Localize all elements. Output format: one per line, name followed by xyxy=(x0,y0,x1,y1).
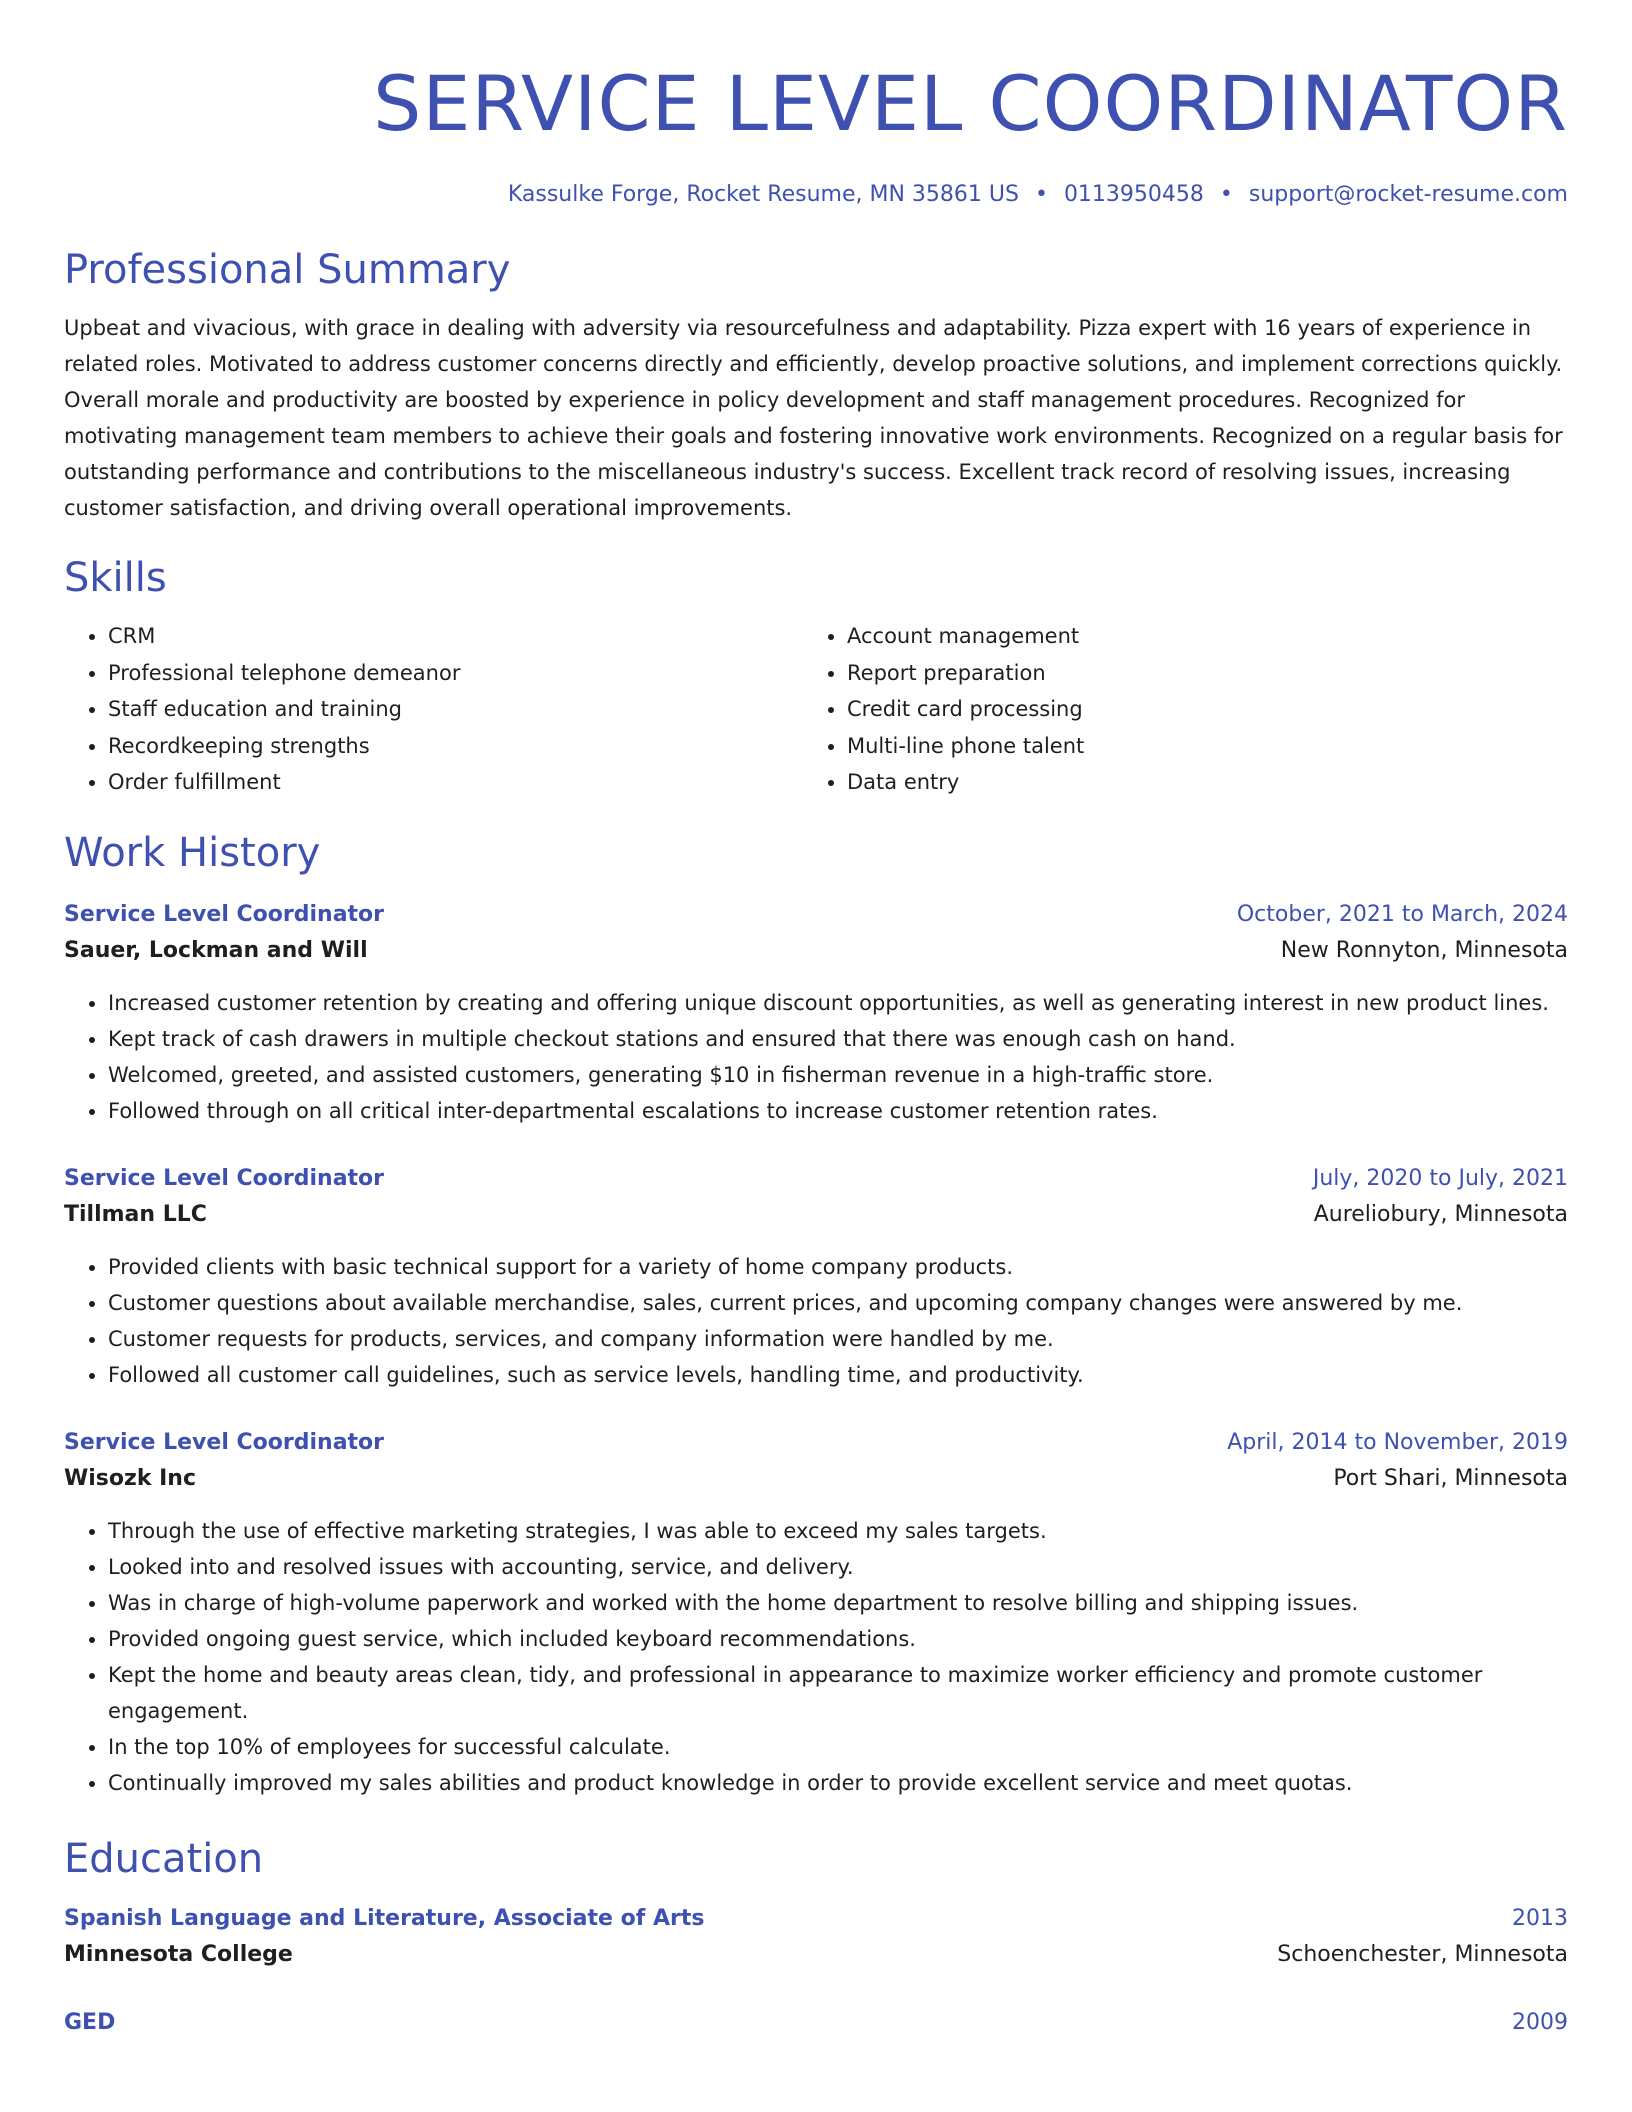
contact-separator: • xyxy=(1219,182,1233,207)
education-section xyxy=(64,1833,1568,2041)
job-company-row xyxy=(64,1461,1568,1497)
job-bullet: • Looked into and resolved issues with accounting, service, and delivery. xyxy=(108,1549,1568,1585)
job-bullet: • Followed all customer call guidelines, such as service levels, handling time, and productivity. xyxy=(108,1357,1568,1393)
job-bullet: • Customer requests for products, services, and company information were handled by me. xyxy=(108,1321,1568,1357)
job-company-row xyxy=(64,1197,1568,1233)
job-bullet: • Provided clients with basic technical support for a variety of home company products. xyxy=(108,1249,1568,1285)
education-school-row xyxy=(64,1937,1568,1973)
skill-item: • Recordkeeping strengths xyxy=(108,728,803,765)
job-bullet: • Increased customer retention by creating and offering unique discount opportunities, as well as generating interest in new product lines. xyxy=(108,985,1568,1021)
education-heading: Education xyxy=(64,1835,264,1882)
resume-header xyxy=(64,56,1568,210)
job-company: Tillman LLC xyxy=(64,1201,207,1227)
job-company: Wisozk Inc xyxy=(64,1465,196,1491)
skills-column-left xyxy=(64,618,803,801)
skill-item: • Professional telephone demeanor xyxy=(108,655,803,692)
skill-item: • Data entry xyxy=(847,764,1542,801)
job-location: New Ronnyton, Minnesota xyxy=(1280,937,1568,963)
summary-text: Upbeat and vivacious, with grace in dealing with adversity via resourcefulness and adaptability. Pizza expert with 16 years of experience in related roles. Motivated to address customer concerns directly and efficiently, develop proactive solutions, and implement corrections quickly. Overall morale and productivity are boosted by experience in policy development and staff management procedures. Recognized for motivating management team members to achieve their goals and fostering innovative work environments. Recognized on a regular basis for outstanding performance and contributions to the miscellaneous industry's success. Excellent track record of resolving issues, increasing customer satisfaction, and driving overall operational improvements. xyxy=(64,316,1563,520)
job-bullet: • Provided ongoing guest service, which included keyboard recommendations. xyxy=(108,1621,1568,1657)
skill-item: • Staff education and training xyxy=(108,691,803,728)
job-bullet: • Customer questions about available merchandise, sales, current prices, and upcoming company changes were answered by me. xyxy=(108,1285,1568,1321)
skill-item: • Multi-line phone talent xyxy=(847,728,1542,765)
work-history-section xyxy=(64,827,1568,1801)
job-bullet: • Was in charge of high-volume paperwork and worked with the home department to resolve billing and shipping issues. xyxy=(108,1585,1568,1621)
skills-column-right xyxy=(803,618,1542,801)
job-bullet: • Kept track of cash drawers in multiple checkout stations and ensured that there was enough cash on hand. xyxy=(108,1021,1568,1057)
job-location: Aureliobury, Minnesota xyxy=(1313,1201,1568,1227)
job-bullet: • Welcomed, greeted, and assisted customers, generating $10 in fisherman revenue in a high-traffic store. xyxy=(108,1057,1568,1093)
job-location: Port Shari, Minnesota xyxy=(1333,1465,1568,1491)
job-entry xyxy=(64,1161,1568,1393)
candidate-title: SERVICE LEVEL COORDINATOR xyxy=(373,59,1568,148)
job-dates: October, 2021 to March, 2024 xyxy=(1236,901,1568,927)
contact-address: Kassulke Forge, Rocket Resume, MN 35861 US xyxy=(507,182,1019,207)
skill-item: • CRM xyxy=(108,618,803,655)
education-school: Minnesota College xyxy=(64,1941,293,1967)
education-header-row xyxy=(64,2005,1568,2041)
job-bullets xyxy=(64,1249,1568,1393)
skills-section xyxy=(64,552,1568,801)
contact-phone: 0113950458 xyxy=(1063,182,1204,207)
education-location: Schoenchester, Minnesota xyxy=(1277,1941,1568,1967)
job-role: Service Level Coordinator xyxy=(64,901,385,927)
job-header-row xyxy=(64,897,1568,933)
education-degree: Spanish Language and Literature, Associate of Arts xyxy=(64,1905,705,1931)
job-company-row xyxy=(64,933,1568,969)
job-bullet: • In the top 10% of employees for successful calculate. xyxy=(108,1729,1568,1765)
education-header-row xyxy=(64,1901,1568,1937)
skill-item: • Credit card processing xyxy=(847,691,1542,728)
education-entry xyxy=(64,1901,1568,1973)
job-dates: April, 2014 to November, 2019 xyxy=(1227,1429,1568,1455)
contact-line xyxy=(64,180,1568,210)
job-bullets xyxy=(64,1513,1568,1801)
education-year: 2013 xyxy=(1512,1905,1568,1931)
contact-separator: • xyxy=(1034,182,1048,207)
job-bullet: • Through the use of effective marketing strategies, I was able to exceed my sales targets. xyxy=(108,1513,1568,1549)
job-header-row xyxy=(64,1425,1568,1461)
skills-heading: Skills xyxy=(64,555,167,601)
summary-heading: Professional Summary xyxy=(64,247,511,293)
job-company: Sauer, Lockman and Will xyxy=(64,937,368,963)
education-entry xyxy=(64,2005,1568,2041)
job-header-row xyxy=(64,1161,1568,1197)
job-dates: July, 2020 to July, 2021 xyxy=(1312,1165,1568,1191)
job-bullet: • Continually improved my sales abilities and product knowledge in order to provide excellent service and meet quotas. xyxy=(108,1765,1568,1801)
job-role: Service Level Coordinator xyxy=(64,1165,385,1191)
contact-email: support@rocket-resume.com xyxy=(1248,182,1568,207)
job-bullet: • Followed through on all critical inter-departmental escalations to increase customer retention rates. xyxy=(108,1093,1568,1129)
skill-item: • Report preparation xyxy=(847,655,1542,692)
job-role: Service Level Coordinator xyxy=(64,1429,385,1455)
summary-section xyxy=(64,244,1568,526)
skill-item: • Account management xyxy=(847,618,1542,655)
work-history-heading: Work History xyxy=(64,829,321,876)
education-year: 2009 xyxy=(1512,2009,1568,2035)
job-bullets xyxy=(64,985,1568,1129)
education-degree: GED xyxy=(64,2009,116,2035)
job-entry xyxy=(64,897,1568,1129)
skills-grid xyxy=(64,618,1568,801)
skill-item: • Order fulfillment xyxy=(108,764,803,801)
job-entry xyxy=(64,1425,1568,1801)
job-bullet: • Kept the home and beauty areas clean, tidy, and professional in appearance to maximize worker efficiency and promote customer engagement. xyxy=(108,1657,1568,1729)
